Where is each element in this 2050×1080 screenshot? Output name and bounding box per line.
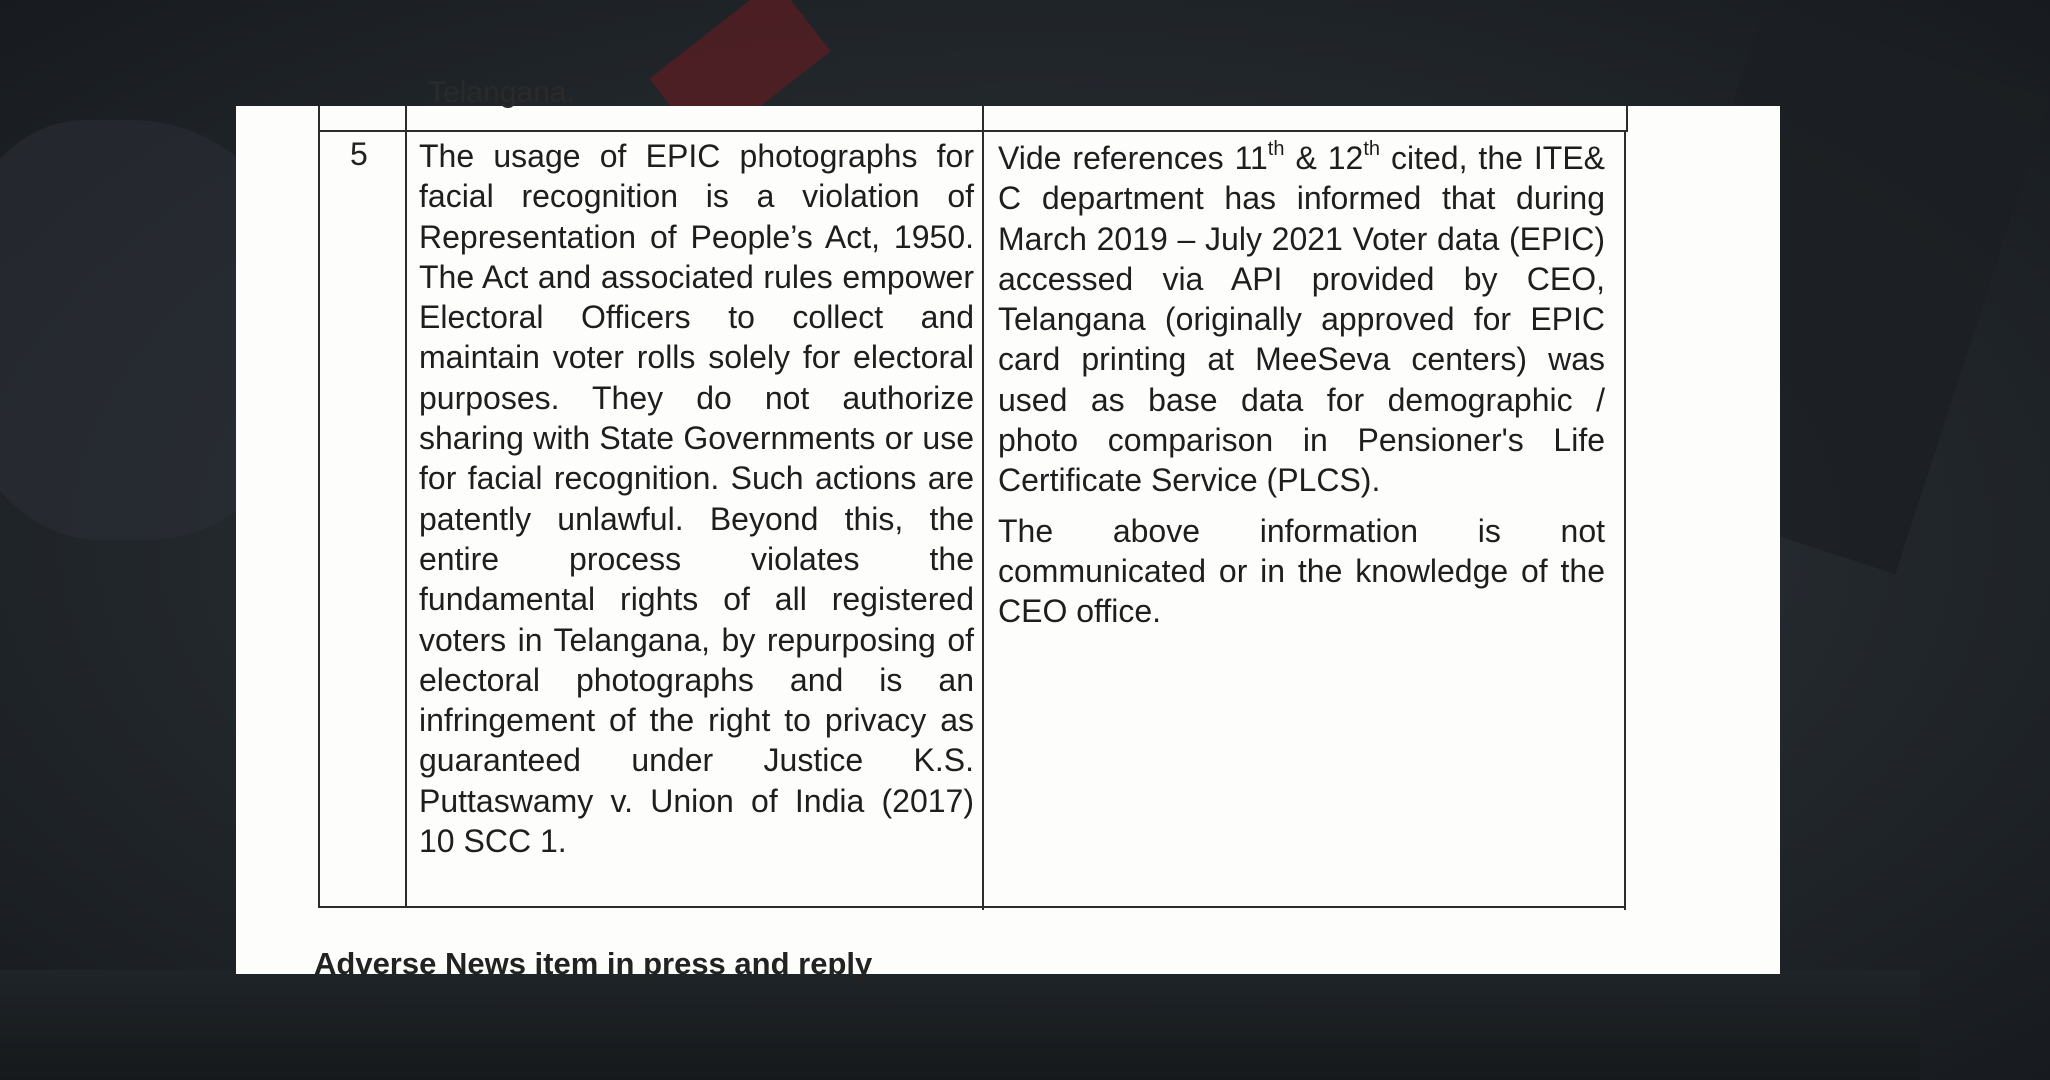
table-border (982, 106, 984, 132)
table-border (318, 906, 1626, 908)
table-border (1624, 130, 1626, 910)
issue-text: The usage of EPIC photographs for facial recognition is a violation of Representation of People’s Act, 1950. The Act and associated rules empower Electoral Officers to collect and maintain voter rolls solely for electoral purposes. They do not authorize sharing with State Governments or use for facial recognition. Such actions are patently unlawful. Beyond this, the entire process violates the fundamental rights of all registered voters in Telangana, by repurposing of electoral photographs and is an infringement of the right to privacy as guaranteed under Justice K.S. Puttaswamy v. Union of India (2017) 10 SCC 1. (419, 138, 974, 860)
background-floor (0, 970, 1920, 1080)
table-border (318, 130, 1628, 132)
reply-paragraph: The above information is not communicated or in the knowledge of the CEO office. (998, 512, 1605, 630)
superscript: th (1363, 138, 1381, 161)
reply-text: & 12 (1284, 140, 1364, 176)
previous-row-text: Telangana. (428, 76, 575, 109)
reply-cell (998, 138, 1605, 632)
reply-paragraph (998, 138, 1605, 501)
issue-cell (419, 136, 974, 861)
section-heading: Adverse News item in press and reply (314, 946, 873, 981)
reply-table (316, 106, 1628, 908)
reply-text: cited, the ITE& C department has informed that during March 2019 – July 2021 Voter data (EPIC) accessed via API provided by CEO, Telangana (originally approved for EPIC card printing at MeeSeva centers) was used as base data for demographic / photo comparison in Pensioner's Life Certificate Service (PLCS). (998, 140, 1606, 499)
table-border (318, 106, 320, 132)
table-border (318, 130, 320, 908)
superscript: th (1267, 138, 1285, 161)
table-border (982, 130, 984, 910)
table-border (1626, 106, 1628, 132)
document-page (236, 76, 1780, 981)
serial-number: 5 (350, 136, 368, 172)
table-border (405, 130, 407, 908)
table-border (405, 106, 407, 132)
reply-text: Vide references 11 (998, 140, 1268, 176)
